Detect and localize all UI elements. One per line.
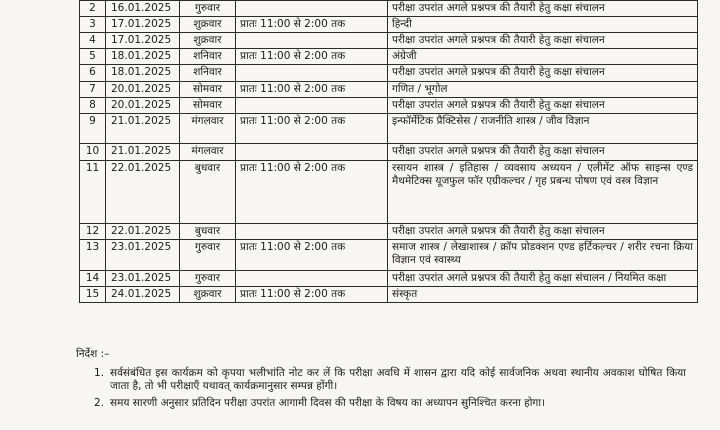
row-day: गुरुवार bbox=[180, 271, 236, 287]
row-number: 13 bbox=[80, 240, 106, 271]
table-row bbox=[80, 224, 698, 240]
row-number: 12 bbox=[80, 224, 106, 240]
table-row bbox=[80, 49, 698, 65]
row-date: 17.01.2025 bbox=[106, 17, 180, 33]
instruction-text: सर्वसंबंधित इस कार्यक्रम को कृपया भलीभांति नोट कर लें कि परीक्षा अवधि में शासन द्वारा यदि कोई सार्वजनिक अथवा स्थानीय अवकाश घोषित किया जाता है, तो भी परीक्षाएँ यथावत् कार्यक्रमानुसार सम्पन्न होंगी। bbox=[110, 367, 686, 392]
row-date: 18.01.2025 bbox=[106, 65, 180, 82]
table-row bbox=[80, 144, 698, 161]
row-time: प्रातः 11:00 से 2:00 तक bbox=[236, 49, 388, 65]
schedule-body bbox=[80, 1, 698, 303]
row-day: बुधवार bbox=[180, 161, 236, 224]
row-day: गुरुवार bbox=[180, 1, 236, 17]
row-time bbox=[236, 271, 388, 287]
row-number: 6 bbox=[80, 65, 106, 82]
row-description: परीक्षा उपरांत अगले प्रश्नपत्र की तैयारी हेतु कक्षा संचालन / नियमित कक्षा bbox=[388, 271, 698, 287]
instruction-text: समय सारणी अनुसार प्रतिदिन परीक्षा उपरांत आगामी दिवस की परीक्षा के विषय का अध्यापन सुनिश्चित करना होगा। bbox=[110, 397, 546, 409]
table-row bbox=[80, 65, 698, 82]
row-day: बुधवार bbox=[180, 224, 236, 240]
row-date: 20.01.2025 bbox=[106, 98, 180, 114]
row-time bbox=[236, 98, 388, 114]
row-date: 22.01.2025 bbox=[106, 161, 180, 224]
row-number: 8 bbox=[80, 98, 106, 114]
exam-schedule-table bbox=[79, 0, 698, 303]
row-date: 20.01.2025 bbox=[106, 82, 180, 98]
row-time: प्रातः 11:00 से 2:00 तक bbox=[236, 287, 388, 303]
row-time: प्रातः 11:00 से 2:00 तक bbox=[236, 17, 388, 33]
row-day: शुक्रवार bbox=[180, 17, 236, 33]
row-time: प्रातः 11:00 से 2:00 तक bbox=[236, 240, 388, 271]
table-row bbox=[80, 82, 698, 98]
row-date: 23.01.2025 bbox=[106, 240, 180, 271]
row-day: शुक्रवार bbox=[180, 287, 236, 303]
row-date: 16.01.2025 bbox=[106, 1, 180, 17]
row-date: 24.01.2025 bbox=[106, 287, 180, 303]
table-row bbox=[80, 161, 698, 224]
instructions-section bbox=[76, 348, 686, 414]
instruction-number: 1. bbox=[94, 367, 105, 379]
table-row bbox=[80, 17, 698, 33]
instruction-item bbox=[76, 367, 686, 393]
row-number: 11 bbox=[80, 161, 106, 224]
row-time: प्रातः 11:00 से 2:00 तक bbox=[236, 114, 388, 144]
row-number: 9 bbox=[80, 114, 106, 144]
row-time: प्रातः 11:00 से 2:00 तक bbox=[236, 161, 388, 224]
table-row bbox=[80, 98, 698, 114]
row-number: 15 bbox=[80, 287, 106, 303]
row-date: 21.01.2025 bbox=[106, 144, 180, 161]
row-time bbox=[236, 144, 388, 161]
row-description: परीक्षा उपरांत अगले प्रश्नपत्र की तैयारी हेतु कक्षा संचालन bbox=[388, 98, 698, 114]
row-day: मंगलवार bbox=[180, 144, 236, 161]
row-description: संस्कृत bbox=[388, 287, 698, 303]
row-description: परीक्षा उपरांत अगले प्रश्नपत्र की तैयारी हेतु कक्षा संचालन bbox=[388, 65, 698, 82]
row-description: परीक्षा उपरांत अगले प्रश्नपत्र की तैयारी हेतु कक्षा संचालन bbox=[388, 224, 698, 240]
row-number: 7 bbox=[80, 82, 106, 98]
row-day: गुरुवार bbox=[180, 240, 236, 271]
table-row bbox=[80, 33, 698, 49]
row-day: शनिवार bbox=[180, 65, 236, 82]
row-number: 2 bbox=[80, 1, 106, 17]
table-row bbox=[80, 1, 698, 17]
row-date: 23.01.2025 bbox=[106, 271, 180, 287]
row-day: सोमवार bbox=[180, 82, 236, 98]
row-date: 18.01.2025 bbox=[106, 49, 180, 65]
row-number: 4 bbox=[80, 33, 106, 49]
row-date: 21.01.2025 bbox=[106, 114, 180, 144]
row-time bbox=[236, 33, 388, 49]
row-number: 14 bbox=[80, 271, 106, 287]
instruction-number: 2. bbox=[94, 397, 105, 409]
table-row bbox=[80, 240, 698, 271]
row-day: शनिवार bbox=[180, 49, 236, 65]
row-day: मंगलवार bbox=[180, 114, 236, 144]
row-date: 22.01.2025 bbox=[106, 224, 180, 240]
row-description: परीक्षा उपरांत अगले प्रश्नपत्र की तैयारी हेतु कक्षा संचालन bbox=[388, 33, 698, 49]
row-description: समाज शास्त्र / लेखाशास्त्र / क्रॉप प्रोडक्शन एण्ड हर्टिकल्चर / शरीर रचना क्रिया विज्ञान एवं स्वास्थ्य bbox=[388, 240, 698, 271]
table-row bbox=[80, 114, 698, 144]
row-description: हिन्दी bbox=[388, 17, 698, 33]
table-row bbox=[80, 271, 698, 287]
row-time: प्रातः 11:00 से 2:00 तक bbox=[236, 82, 388, 98]
row-description: अंग्रेजी bbox=[388, 49, 698, 65]
instruction-item bbox=[76, 397, 686, 410]
row-description: परीक्षा उपरांत अगले प्रश्नपत्र की तैयारी हेतु कक्षा संचालन bbox=[388, 144, 698, 161]
row-number: 10 bbox=[80, 144, 106, 161]
row-day: शुक्रवार bbox=[180, 33, 236, 49]
row-time bbox=[236, 1, 388, 17]
row-number: 5 bbox=[80, 49, 106, 65]
row-number: 3 bbox=[80, 17, 106, 33]
row-date: 17.01.2025 bbox=[106, 33, 180, 49]
table-row bbox=[80, 287, 698, 303]
row-description: इन्फॉर्मेटिक प्रैक्टिसेस / राजनीति शास्त्र / जीव विज्ञान bbox=[388, 114, 698, 144]
row-time bbox=[236, 65, 388, 82]
row-description: परीक्षा उपरांत अगले प्रश्नपत्र की तैयारी हेतु कक्षा संचालन bbox=[388, 1, 698, 17]
row-description: गणित / भूगोल bbox=[388, 82, 698, 98]
row-description: रसायन शास्त्र / इतिहास / व्यवसाय अध्ययन / एलीमेंट ऑफ साइन्स एण्ड मैथमेटिक्स यूजफुल फॉर एग्रीकल्चर / गृह प्रबन्ध पोषण एवं वस्त्र विज्ञान bbox=[388, 161, 698, 224]
row-day: सोमवार bbox=[180, 98, 236, 114]
row-time bbox=[236, 224, 388, 240]
instructions-heading: निर्देश :– bbox=[76, 348, 110, 360]
